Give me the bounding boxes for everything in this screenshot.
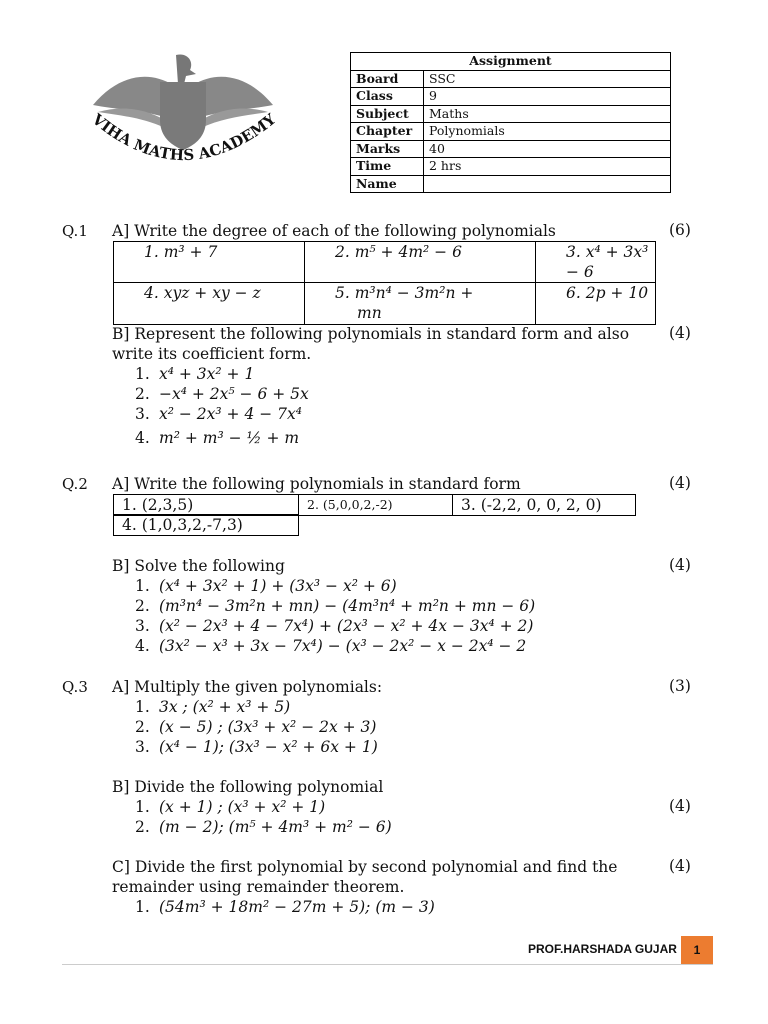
list-item: 1. x⁴ + 3x² + 1 <box>135 365 255 383</box>
info-row: Marks 40 <box>351 140 671 158</box>
list-item: 1. (x + 1) ; (x³ + x² + 1) <box>135 798 326 816</box>
marks-label: (3) <box>669 677 691 695</box>
list-item: 3. x² − 2x³ + 4 − 7x⁴ <box>135 405 302 423</box>
marks-label: (6) <box>669 221 691 239</box>
standard-form-table <box>113 494 636 516</box>
list-item: 4. (3x² − x³ + 3x − 7x⁴) − (x³ − 2x² − x − 2x⁴ − 2 <box>135 637 527 655</box>
table-cell: 4. xyz + xy − z <box>114 283 305 325</box>
info-row: Time 2 hrs <box>351 158 671 176</box>
name-field-row: Name <box>351 175 671 193</box>
degree-table <box>113 241 656 325</box>
question-text: B] Represent the following polynomials in standard form and also <box>112 325 630 343</box>
author-name: PROF.HARSHADA GUJAR <box>528 942 677 956</box>
list-item: 1. 3x ; (x² + x³ + 5) <box>135 698 291 716</box>
marks-label: (4) <box>669 857 691 875</box>
question-number: Q.1 <box>62 222 88 240</box>
eagle-head-shape <box>176 54 196 84</box>
table-cell: 5. m³n⁴ − 3m²n + mn <box>305 283 536 325</box>
list-item: 1. (54m³ + 18m² − 27m + 5); (m − 3) <box>135 898 435 916</box>
marks-label: (4) <box>669 797 691 815</box>
academy-logo <box>78 50 288 200</box>
question-text: remainder using remainder theorem. <box>112 878 405 896</box>
table-cell: 3. x⁴ + 3x³ − 6 <box>536 242 656 283</box>
table-cell: 3. (-2,2, 0, 0, 2, 0) <box>453 495 636 516</box>
question-text: B] Solve the following <box>112 557 285 575</box>
info-row: Board SSC <box>351 70 671 88</box>
info-row: Chapter Polynomials <box>351 123 671 141</box>
question-text: A] Write the degree of each of the following polynomials <box>112 222 556 240</box>
assignment-info-table <box>350 52 671 193</box>
academy-name-arc: VIHA MATHS ACADEMY <box>88 110 280 165</box>
table-cell: 6. 2p + 10 <box>536 283 656 325</box>
question-number: Q.2 <box>62 475 88 493</box>
question-text: A] Multiply the given polynomials: <box>112 678 383 696</box>
list-item: 4. m² + m³ − ½ + m <box>135 429 300 447</box>
assignment-title: Assignment <box>351 53 671 71</box>
standard-form-table-row2 <box>113 514 299 536</box>
table-cell: 1. (2,3,5) <box>114 495 299 516</box>
list-item: 1. (x⁴ + 3x² + 1) + (3x³ − x² + 6) <box>135 577 397 595</box>
question-text: A] Write the following polynomials in standard form <box>112 475 521 493</box>
footer-divider <box>62 964 713 965</box>
table-cell: 2. m⁵ + 4m² − 6 <box>305 242 536 283</box>
list-item: 3. (x² − 2x³ + 4 − 7x⁴) + (2x³ − x² + 4x − 3x⁴ + 2) <box>135 617 534 635</box>
list-item: 2. −x⁴ + 2x⁵ − 6 + 5x <box>135 385 309 403</box>
question-text: B] Divide the following polynomial <box>112 778 384 796</box>
marks-label: (4) <box>669 474 691 492</box>
shield-shape <box>160 82 206 150</box>
question-text: C] Divide the first polynomial by second polynomial and find the <box>112 858 618 876</box>
info-row: Class 9 <box>351 88 671 106</box>
table-cell: 1. m³ + 7 <box>114 242 305 283</box>
info-row: Subject Maths <box>351 105 671 123</box>
list-item: 2. (m − 2); (m⁵ + 4m³ + m² − 6) <box>135 818 392 836</box>
marks-label: (4) <box>669 324 691 342</box>
page-number: 1 <box>681 936 713 964</box>
question-text: write its coefficient form. <box>112 345 312 363</box>
table-cell: 2. (5,0,0,2,-2) <box>299 495 453 516</box>
list-item: 2. (x − 5) ; (3x³ + x² − 2x + 3) <box>135 718 377 736</box>
marks-label: (4) <box>669 556 691 574</box>
table-cell: 4. (1,0,3,2,-7,3) <box>114 515 299 536</box>
list-item: 3. (x⁴ − 1); (3x³ − x² + 6x + 1) <box>135 738 378 756</box>
name-field[interactable] <box>424 175 671 193</box>
list-item: 2. (m³n⁴ − 3m²n + mn) − (4m³n⁴ + m²n + mn − 6) <box>135 597 536 615</box>
question-number: Q.3 <box>62 678 88 696</box>
